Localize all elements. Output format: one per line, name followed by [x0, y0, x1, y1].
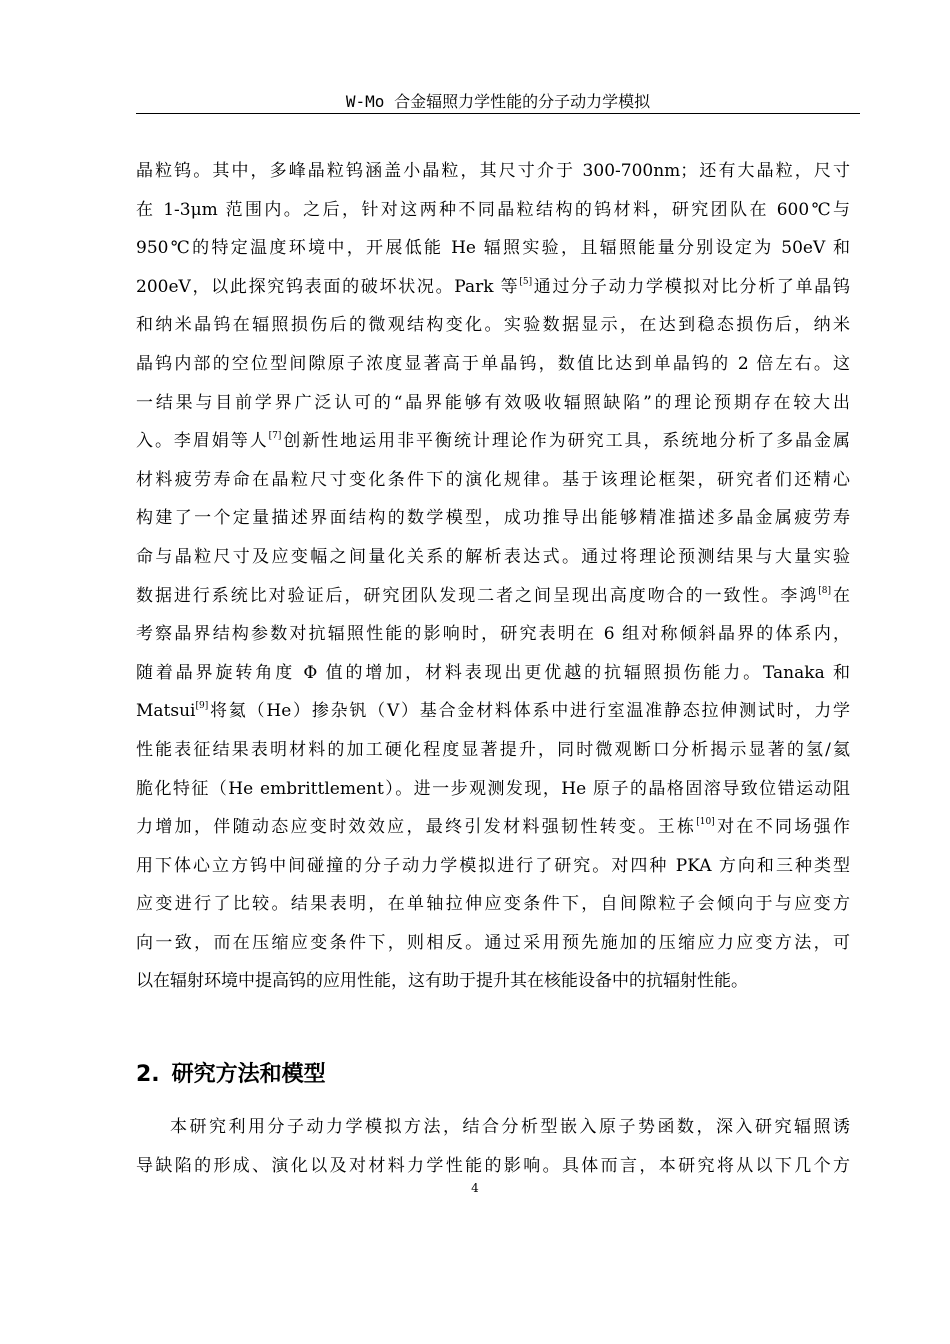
- text-line: [136, 808, 850, 847]
- text-run: 200eV，以此探究钨表面的破坏状况。Park 等: [136, 276, 520, 297]
- text-line: [136, 152, 850, 191]
- section-heading: [136, 1060, 326, 1090]
- section-title: 研究方法和模型: [171, 1062, 326, 1087]
- text-run: 构建了一个定量描述界面结构的数学模型，成功推导出能够精准描述多晶金属疲劳寿: [136, 508, 850, 529]
- text-run: 入。李眉娟等人: [136, 431, 269, 452]
- text-run: 以在辐射环境中提高钨的应用性能，这有助于提升其在核能设备中的抗辐射性能。: [136, 971, 748, 992]
- text-line: [136, 654, 850, 693]
- citation-ref: [7]: [268, 431, 282, 442]
- section-number: 2.: [136, 1062, 160, 1087]
- text-run: 考察晶界结构参数对抗辐照性能的影响时，研究表明在 6 组对称倾斜晶界的体系内，: [136, 624, 850, 645]
- body-paragraph-2: [136, 1108, 850, 1185]
- text-run: 数据进行系统比对验证后，研究团队发现二者之间呈现出高度吻合的一致性。李鸿: [136, 585, 819, 606]
- text-run: 向一致，而在压缩应变条件下，则相反。通过采用预先施加的压缩应力应变方法，可: [136, 932, 850, 953]
- citation-ref: [8]: [818, 585, 832, 596]
- text-line: [136, 229, 850, 268]
- text-run: 晶粒钨。其中，多峰晶粒钨涵盖小晶粒，其尺寸介于 300-700nm；还有大晶粒，尺寸: [136, 161, 850, 181]
- text-run: 应变进行了比较。结果表明，在单轴拉伸应变条件下，自间隙粒子会倾向于与应变方: [136, 894, 850, 915]
- text-line: [136, 962, 850, 1001]
- text-run: 脆化特征（He embrittlement）。进一步观测发现，He 原子的晶格固溶导致位错运动阻: [136, 778, 850, 799]
- text-run: 创新性地运用非平衡统计理论作为研究工具，系统地分析了多晶金属: [281, 431, 851, 452]
- text-line: [136, 461, 850, 500]
- text-line: [136, 692, 850, 731]
- text-line: [136, 924, 850, 963]
- citation-ref: [9]: [195, 701, 209, 712]
- header-rule: [136, 113, 860, 114]
- text-run: 在: [831, 585, 850, 606]
- citation-ref: [10]: [696, 817, 715, 828]
- text-line: [136, 615, 850, 654]
- text-line: [136, 384, 850, 423]
- text-run: 950℃的特定温度环境中，开展低能 He 辐照实验，且辐照能量分别设定为 50eV 和: [136, 238, 850, 259]
- body-paragraph-1: [136, 152, 850, 1001]
- text-run: 一结果与目前学界广泛认可的“晶界能够有效吸收辐照缺陷”的理论预期存在较大出: [136, 392, 850, 413]
- text-line: [136, 847, 850, 886]
- text-line: [136, 577, 850, 616]
- text-run: 在 1-3μm 范围内。之后，针对这两种不同晶粒结构的钨材料，研究团队在 600℃与: [136, 199, 850, 220]
- running-header: W-Mo 合金辐照力学性能的分子动力学模拟: [345, 92, 651, 111]
- text-line: [136, 731, 850, 770]
- text-line: [136, 1108, 850, 1147]
- text-line: [136, 191, 850, 230]
- text-run: 材料疲劳寿命在晶粒尺寸变化条件下的演化规律。基于该理论框架，研究者们还精心: [136, 469, 850, 490]
- text-line: [136, 499, 850, 538]
- text-run: 将氦（He）掺杂钒（V）基合金材料体系中进行室温准静态拉伸测试时，力学: [208, 701, 850, 722]
- text-line: [136, 422, 850, 461]
- text-run: Matsui: [136, 701, 196, 722]
- text-line: [136, 770, 850, 809]
- text-run: 本研究利用分子动力学模拟方法，结合分析型嵌入原子势函数，深入研究辐照诱: [170, 1117, 850, 1137]
- text-run: 导缺陷的形成、演化以及对材料力学性能的影响。具体而言，本研究将从以下几个方: [136, 1155, 850, 1176]
- citation-ref: [5]: [519, 276, 533, 287]
- text-run: 晶钨内部的空位型间隙原子浓度显著高于单晶钨，数值比达到单晶钨的 2 倍左右。这: [136, 353, 850, 374]
- text-run: 性能表征结果表明材料的加工硬化程度显著提升，同时微观断口分析揭示显著的氢/氦: [136, 739, 850, 760]
- text-run: 对在不同场强作: [714, 817, 851, 838]
- text-line: [136, 885, 850, 924]
- text-run: 通过分子动力学模拟对比分析了单晶钨: [532, 276, 850, 297]
- text-run: 命与晶粒尺寸及应变幅之间量化关系的解析表达式。通过将理论预测结果与大量实验: [136, 546, 850, 567]
- text-run: 和纳米晶钨在辐照损伤后的微观结构变化。实验数据显示，在达到稳态损伤后，纳米: [136, 315, 850, 336]
- text-run: 用下体心立方钨中间碰撞的分子动力学模拟进行了研究。对四种 PKA 方向和三种类型: [136, 855, 850, 876]
- text-run: 随着晶界旋转角度 Φ 值的增加，材料表现出更优越的抗辐照损伤能力。Tanaka 和: [136, 662, 850, 683]
- text-line: [136, 345, 850, 384]
- text-line: [136, 306, 850, 345]
- text-run: 力增加，伴随动态应变时效效应，最终引发材料强韧性转变。王栋: [136, 817, 697, 838]
- text-line: [136, 538, 850, 577]
- text-line: [136, 268, 850, 307]
- page-number: 4: [471, 1181, 479, 1195]
